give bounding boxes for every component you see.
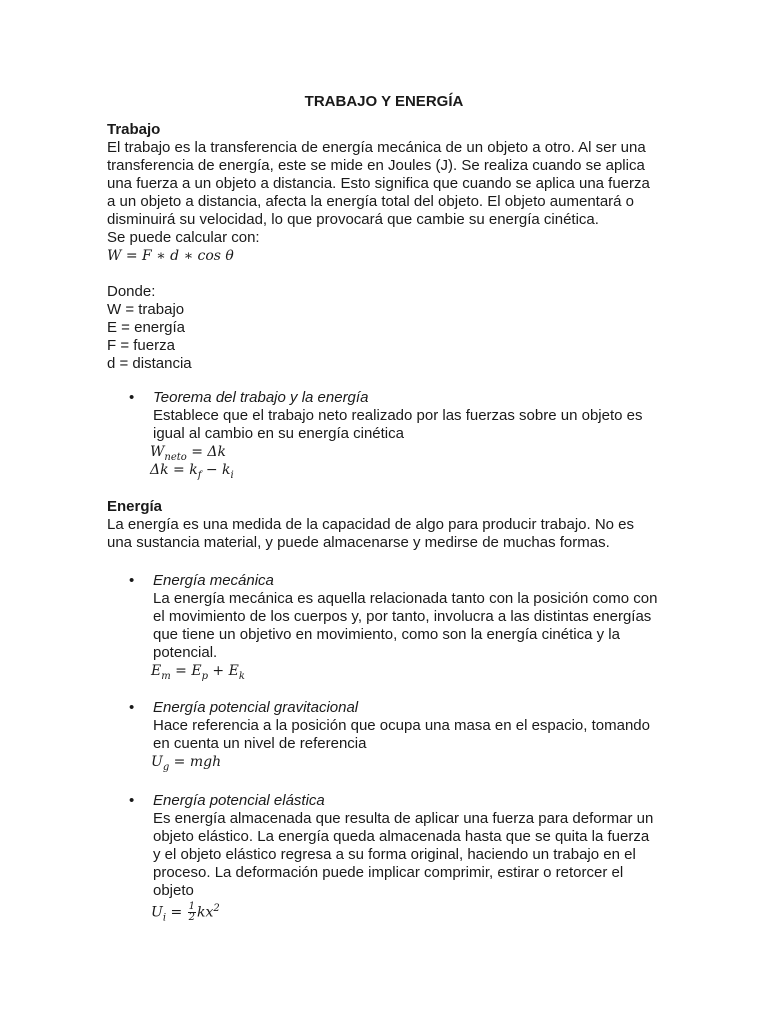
formula-sub: k	[238, 670, 245, 682]
formula-part: Δk = k	[150, 462, 198, 478]
bullet-elastica	[107, 792, 687, 923]
formula-work: W = F ∗ d ∗ cos θ	[107, 248, 234, 264]
formula-delta-k	[150, 461, 687, 479]
trabajo-paragraph	[107, 139, 667, 247]
bullet-dot-icon: •	[129, 699, 135, 716]
bullet-line: Hace referencia a la posición que ocupa una masa en el espacio, tomando	[153, 717, 650, 734]
bullet-row	[107, 572, 687, 680]
definition-item: W = trabajo	[107, 301, 185, 318]
fraction-numerator: 1	[188, 901, 196, 912]
heading-energia: Energía	[107, 498, 163, 515]
donde-label: Donde:	[107, 283, 156, 300]
formula-part: = E	[170, 663, 202, 679]
bullet-title: Energía potencial gravitacional	[153, 699, 359, 716]
formula-ug	[151, 753, 687, 771]
fraction	[188, 902, 196, 923]
bullet-dot-icon: •	[129, 389, 135, 406]
trabajo-line: disminuirá su velocidad, lo que provocará que cambie su energía cinética.	[107, 211, 599, 228]
formula-part: U	[151, 904, 163, 921]
formula-sub: neto	[164, 451, 187, 463]
bullet-line: Es energía almacenada que resulta de aplicar una fuerza para deformar un	[153, 810, 654, 827]
formula-sub: i	[162, 912, 167, 924]
bullet-line: y el objeto elástico regresa a su forma original, haciendo un trabajo en el	[153, 846, 636, 863]
formula-part: =	[166, 904, 187, 921]
formula-sub: m	[161, 670, 171, 682]
bullet-title: Energía mecánica	[153, 572, 274, 589]
formula-sub: p	[201, 670, 208, 682]
bullet-mecanica	[107, 572, 687, 680]
formula-part: kx	[197, 904, 214, 921]
section-trabajo	[107, 121, 667, 373]
trabajo-line: una fuerza a un objeto a distancia. Esto significa que cuando se aplica una fuerza	[107, 175, 650, 192]
bullet-dot-icon: •	[129, 792, 135, 809]
formula-sub: i	[230, 469, 234, 481]
definition-item: E = energía	[107, 319, 185, 336]
bullet-line: en cuenta un nivel de referencia	[153, 735, 367, 752]
bullet-teorema	[107, 389, 687, 479]
section-energia	[107, 498, 667, 552]
formula-part: = Δk	[186, 444, 227, 460]
document-title: TRABAJO Y ENERGÍA	[304, 93, 464, 110]
definition-item: d = distancia	[107, 355, 192, 372]
formula-part: U	[151, 754, 163, 770]
bullet-row	[107, 699, 687, 771]
definition-item: F = fuerza	[107, 337, 175, 354]
bullet-line: objeto elástico. La energía queda almacenada hasta que se quita la fuerza	[153, 828, 650, 845]
spacer	[107, 265, 667, 283]
bullet-line: potencial.	[153, 644, 218, 661]
heading-trabajo: Trabajo	[107, 121, 161, 138]
bullet-line: proceso. La deformación puede implicar comprimir, estirar o retorcer el	[153, 864, 624, 881]
bullet-line: igual al cambio en su energía cinética	[153, 425, 404, 442]
bullet-row	[107, 389, 687, 479]
bullet-row	[107, 792, 687, 923]
bullet-line: el movimiento de los cuerpos y, por tanto, involucra a las distintas energías	[153, 608, 652, 625]
bullet-line: La energía mecánica es aquella relacionada tanto con la posición como con	[153, 590, 658, 607]
formula-sup: 2	[213, 902, 220, 914]
bullet-gravitacional	[107, 699, 687, 771]
fraction-denominator: 2	[188, 912, 196, 923]
energia-line: La energía es una medida de la capacidad de algo para producir trabajo. No es	[107, 516, 635, 533]
bullet-line: Establece que el trabajo neto realizado por las fuerzas sobre un objeto es	[153, 407, 643, 424]
formula-part: E	[151, 663, 162, 679]
bullet-title: Energía potencial elástica	[153, 792, 325, 809]
energia-line: una sustancia material, y puede almacenarse y medirse de muchas formas.	[107, 534, 610, 551]
bullet-dot-icon: •	[129, 572, 135, 589]
bullet-title: Teorema del trabajo y la energía	[153, 389, 369, 406]
formula-wneto	[150, 443, 687, 461]
bullet-line: que tiene un objetivo en movimiento, como son la energía cinética y la	[153, 626, 620, 643]
formula-part: = mgh	[169, 754, 222, 770]
trabajo-line: El trabajo es la transferencia de energía mecánica de un objeto a otro. Al ser una	[107, 139, 646, 156]
trabajo-line: Se puede calcular con:	[107, 229, 260, 246]
formula-em	[151, 662, 687, 680]
formula-part: + E	[207, 663, 239, 679]
trabajo-line: transferencia de energía, este se mide en Joules (J). Se realiza cuando se aplica	[107, 157, 645, 174]
trabajo-line: a un objeto a distancia, afecta la energía total del objeto. El objeto aumentará o	[107, 193, 635, 210]
formula-sub: g	[162, 761, 170, 773]
formula-part: W	[150, 444, 165, 460]
formula-sub: f	[197, 469, 202, 481]
formula-ui	[151, 902, 687, 923]
formula-part: − k	[201, 462, 231, 478]
bullet-line: objeto	[153, 882, 194, 899]
